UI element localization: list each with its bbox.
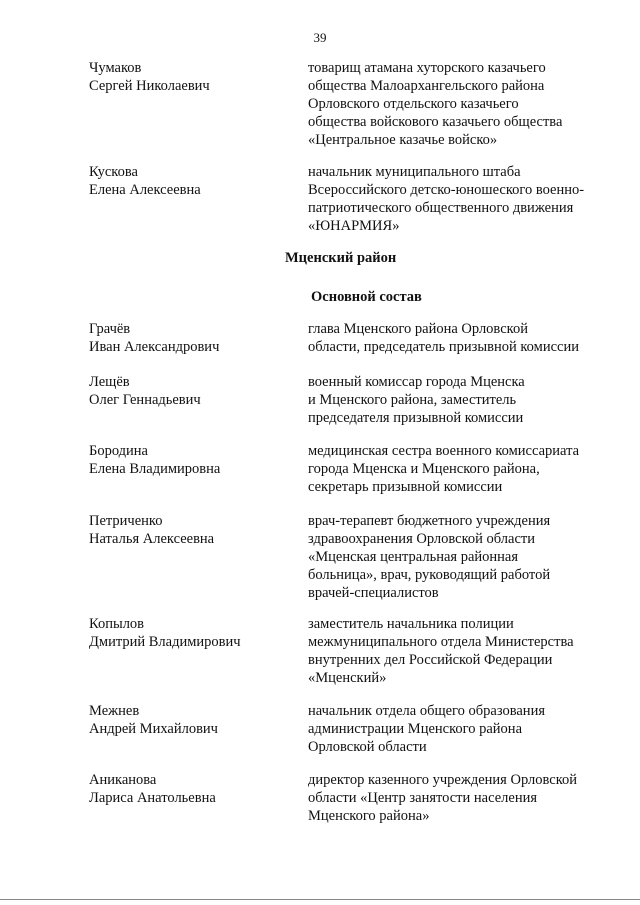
member-position: [308, 615, 608, 687]
member-name: [89, 59, 289, 95]
member-name: [89, 320, 289, 356]
page-number: 39: [313, 30, 327, 45]
position-line: области «Центр занятости населения: [308, 790, 538, 806]
surname: Бородина: [89, 443, 148, 459]
member-name: [89, 373, 289, 409]
surname: Аниканова: [89, 772, 157, 788]
position-line: Всероссийского детско-юношеского военно-: [308, 182, 585, 198]
position-line: и Мценского района, заместитель: [308, 392, 517, 408]
given-names: Наталья Алексеевна: [89, 531, 215, 547]
position-line: заместитель начальника полиции: [308, 616, 514, 632]
member-name: [89, 512, 289, 548]
position-line: «Мценская центральная районная: [308, 549, 519, 565]
section-title: Мценский район: [285, 250, 397, 266]
surname: Чумаков: [89, 60, 142, 76]
member-position: [308, 771, 608, 825]
member-position: [308, 442, 608, 496]
position-line: товарищ атамана хуторского казачьего: [308, 60, 546, 76]
member-name: [89, 771, 289, 807]
member-position: [308, 702, 608, 756]
page-bottom-border: [0, 899, 640, 900]
member-name: [89, 163, 289, 199]
member-position: [308, 59, 608, 149]
position-line: внутренних дел Российской Федерации: [308, 652, 553, 668]
member-name: [89, 442, 289, 478]
position-line: общества войскового казачьего общества: [308, 114, 563, 130]
position-line: города Мценска и Мценского района,: [308, 461, 540, 477]
position-line: «Центральное казачье войско»: [308, 132, 498, 148]
position-line: общества Малоархангельского района: [308, 78, 545, 94]
member-position: [308, 373, 608, 427]
position-line: здравоохранения Орловской области: [308, 531, 535, 547]
position-line: межмуниципального отдела Министерства: [308, 634, 574, 650]
given-names: Елена Алексеевна: [89, 182, 201, 198]
position-line: глава Мценского района Орловской: [308, 321, 528, 337]
member-name: [89, 615, 289, 651]
given-names: Сергей Николаевич: [89, 78, 210, 94]
given-names: Елена Владимировна: [89, 461, 221, 477]
given-names: Андрей Михайлович: [89, 721, 218, 737]
surname: Кускова: [89, 164, 138, 180]
member-position: [308, 512, 608, 602]
position-line: председателя призывной комиссии: [308, 410, 524, 426]
surname: Копылов: [89, 616, 145, 632]
surname: Межнев: [89, 703, 140, 719]
position-line: «Мценский»: [308, 670, 387, 686]
position-line: Орловского отдельского казачьего: [308, 96, 519, 112]
position-line: начальник отдела общего образования: [308, 703, 545, 719]
position-line: врачей-специалистов: [308, 585, 439, 601]
position-line: директор казенного учреждения Орловской: [308, 772, 578, 788]
position-line: начальник муниципального штаба: [308, 164, 521, 180]
subsection-title: Основной состав: [311, 289, 422, 305]
position-line: патриотического общественного движения: [308, 200, 574, 216]
surname: Грачёв: [89, 321, 131, 337]
position-line: «ЮНАРМИЯ»: [308, 218, 400, 234]
position-line: секретарь призывной комиссии: [308, 479, 503, 495]
position-line: Мценского района»: [308, 808, 430, 824]
position-line: больница», врач, руководящий работой: [308, 567, 551, 583]
member-name: [89, 702, 289, 738]
member-position: [308, 163, 608, 235]
position-line: военный комиссар города Мценска: [308, 374, 525, 390]
member-position: [308, 320, 608, 356]
position-line: врач-терапевт бюджетного учреждения: [308, 513, 551, 529]
position-line: области, председатель призывной комиссии: [308, 339, 579, 355]
given-names: Иван Александрович: [89, 339, 220, 355]
position-line: Орловской области: [308, 739, 427, 755]
surname: Петриченко: [89, 513, 163, 529]
surname: Лещёв: [89, 374, 130, 390]
given-names: Дмитрий Владимирович: [89, 634, 241, 650]
given-names: Лариса Анатольевна: [89, 790, 216, 806]
position-line: администрации Мценского района: [308, 721, 523, 737]
position-line: медицинская сестра военного комиссариата: [308, 443, 580, 459]
given-names: Олег Геннадьевич: [89, 392, 201, 408]
